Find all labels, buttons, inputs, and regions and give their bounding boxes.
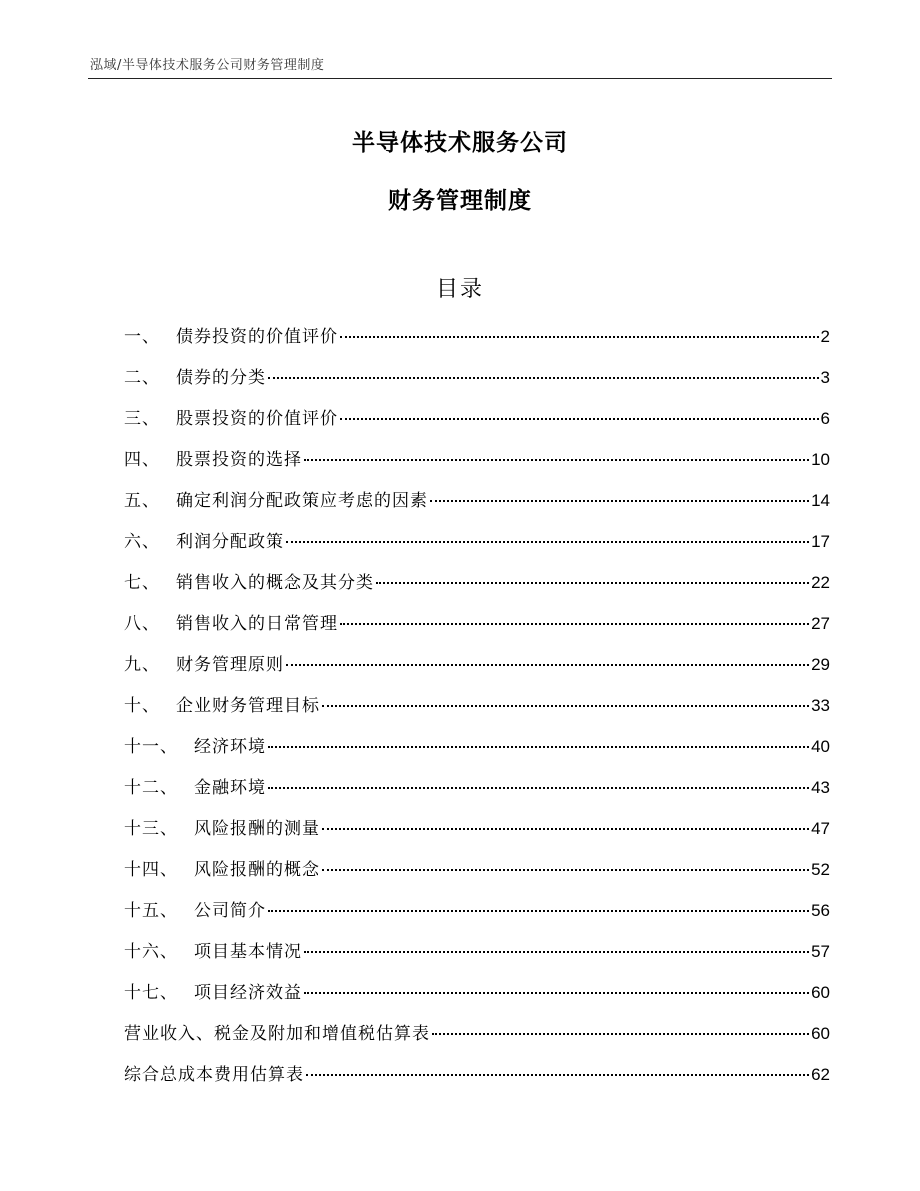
toc-entry-label: 财务管理原则 <box>176 655 284 675</box>
toc-entry-label: 企业财务管理目标 <box>176 696 320 716</box>
toc-entry-page-number: 60 <box>811 983 830 1002</box>
toc-entry[interactable] <box>124 1063 830 1104</box>
toc-entry[interactable] <box>124 325 830 366</box>
toc-heading: 目录 <box>435 277 484 302</box>
toc-entry-number: 十五、 <box>124 901 178 921</box>
toc-entry[interactable] <box>124 1022 830 1063</box>
toc-entry[interactable] <box>124 530 830 571</box>
toc-dot-leader <box>268 377 819 379</box>
toc-entry[interactable] <box>124 571 830 612</box>
toc-entry-label: 确定利润分配政策应考虑的因素 <box>176 491 428 511</box>
running-header: 泓域/半导体技术服务公司财务管理制度 <box>90 58 325 73</box>
toc-entry[interactable] <box>124 612 830 653</box>
toc-entry-page-number: 60 <box>811 1024 830 1043</box>
toc-entry-number: 五、 <box>124 491 160 511</box>
toc-entry-number: 十二、 <box>124 778 178 798</box>
toc-entry-number: 十一、 <box>124 737 178 757</box>
toc-entry-label: 项目经济效益 <box>194 983 302 1003</box>
toc-entry-label: 销售收入的概念及其分类 <box>176 573 374 593</box>
toc-entry-label: 综合总成本费用估算表 <box>124 1065 304 1085</box>
toc-entry-page-number: 62 <box>811 1065 830 1084</box>
toc-dot-leader <box>322 869 809 871</box>
toc-entry-page-number: 33 <box>811 696 830 715</box>
toc-entry-page-number: 43 <box>811 778 830 797</box>
toc-entry-page-number: 3 <box>820 368 830 387</box>
toc-entry-number: 一、 <box>124 327 160 347</box>
toc-entry-label: 利润分配政策 <box>176 532 284 552</box>
toc-entry-page-number: 40 <box>811 737 830 756</box>
toc-entry-label: 销售收入的日常管理 <box>176 614 338 634</box>
toc-entry-label: 股票投资的选择 <box>176 450 302 470</box>
toc-dot-leader <box>306 1074 809 1076</box>
toc-entry-page-number: 52 <box>811 860 830 879</box>
toc-dot-leader <box>322 705 809 707</box>
toc-entry-label: 风险报酬的概念 <box>194 860 320 880</box>
document-subtitle: 财务管理制度 <box>388 188 532 214</box>
toc-entry-label: 金融环境 <box>194 778 266 798</box>
toc-entry-number: 八、 <box>124 614 160 634</box>
toc-entry-page-number: 17 <box>811 532 830 551</box>
toc-entry-label: 债券投资的价值评价 <box>176 327 338 347</box>
toc-entry-number: 九、 <box>124 655 160 675</box>
toc-entry[interactable] <box>124 694 830 735</box>
toc-entry[interactable] <box>124 366 830 407</box>
toc-entry-page-number: 57 <box>811 942 830 961</box>
toc-entry[interactable] <box>124 653 830 694</box>
toc-entry-label: 经济环境 <box>194 737 266 757</box>
toc-entry-label: 债券的分类 <box>176 368 266 388</box>
toc-dot-leader <box>340 418 819 420</box>
toc-entry-page-number: 10 <box>811 450 830 469</box>
toc-entry-label: 股票投资的价值评价 <box>176 409 338 429</box>
toc-entry-number: 十三、 <box>124 819 178 839</box>
toc-dot-leader <box>286 541 809 543</box>
toc-entry[interactable] <box>124 735 830 776</box>
toc-entry-number: 十七、 <box>124 983 178 1003</box>
toc-dot-leader <box>430 500 809 502</box>
toc-entry-page-number: 47 <box>811 819 830 838</box>
toc-entry[interactable] <box>124 776 830 817</box>
toc-dot-leader <box>268 746 809 748</box>
toc-dot-leader <box>340 336 819 338</box>
toc-entry-page-number: 27 <box>811 614 830 633</box>
toc-entry-page-number: 6 <box>820 409 830 428</box>
toc-entry[interactable] <box>124 899 830 940</box>
toc-entry-label: 风险报酬的测量 <box>194 819 320 839</box>
toc-entry[interactable] <box>124 858 830 899</box>
toc-entry-number: 四、 <box>124 450 160 470</box>
toc-entry-page-number: 2 <box>820 327 830 346</box>
toc-entry-number: 六、 <box>124 532 160 552</box>
toc-dot-leader <box>286 664 809 666</box>
toc-entry-page-number: 56 <box>811 901 830 920</box>
toc-dot-leader <box>268 787 809 789</box>
toc-entry[interactable] <box>124 448 830 489</box>
toc-dot-leader <box>268 910 809 912</box>
toc-entry-page-number: 14 <box>811 491 830 510</box>
toc-entry-label: 营业收入、税金及附加和增值税估算表 <box>124 1024 430 1044</box>
toc-entry[interactable] <box>124 981 830 1022</box>
toc-entry[interactable] <box>124 940 830 981</box>
toc-entry-label: 公司简介 <box>194 901 266 921</box>
toc-entry-number: 十四、 <box>124 860 178 880</box>
toc-entry[interactable] <box>124 489 830 530</box>
toc-entry-page-number: 29 <box>811 655 830 674</box>
toc-dot-leader <box>322 828 809 830</box>
toc-entry[interactable] <box>124 407 830 448</box>
toc-entry[interactable] <box>124 817 830 858</box>
toc-entry-page-number: 22 <box>811 573 830 592</box>
toc-entry-number: 三、 <box>124 409 160 429</box>
toc-entry-number: 十六、 <box>124 942 178 962</box>
table-of-contents <box>124 325 830 1104</box>
toc-dot-leader <box>304 951 809 953</box>
toc-dot-leader <box>304 459 809 461</box>
toc-dot-leader <box>376 582 809 584</box>
toc-dot-leader <box>304 992 809 994</box>
toc-dot-leader <box>340 623 809 625</box>
toc-dot-leader <box>432 1033 809 1035</box>
header-divider <box>88 78 832 79</box>
toc-entry-number: 七、 <box>124 573 160 593</box>
toc-entry-number: 二、 <box>124 368 160 388</box>
toc-entry-label: 项目基本情况 <box>194 942 302 962</box>
document-title: 半导体技术服务公司 <box>352 130 568 156</box>
toc-entry-number: 十、 <box>124 696 160 716</box>
